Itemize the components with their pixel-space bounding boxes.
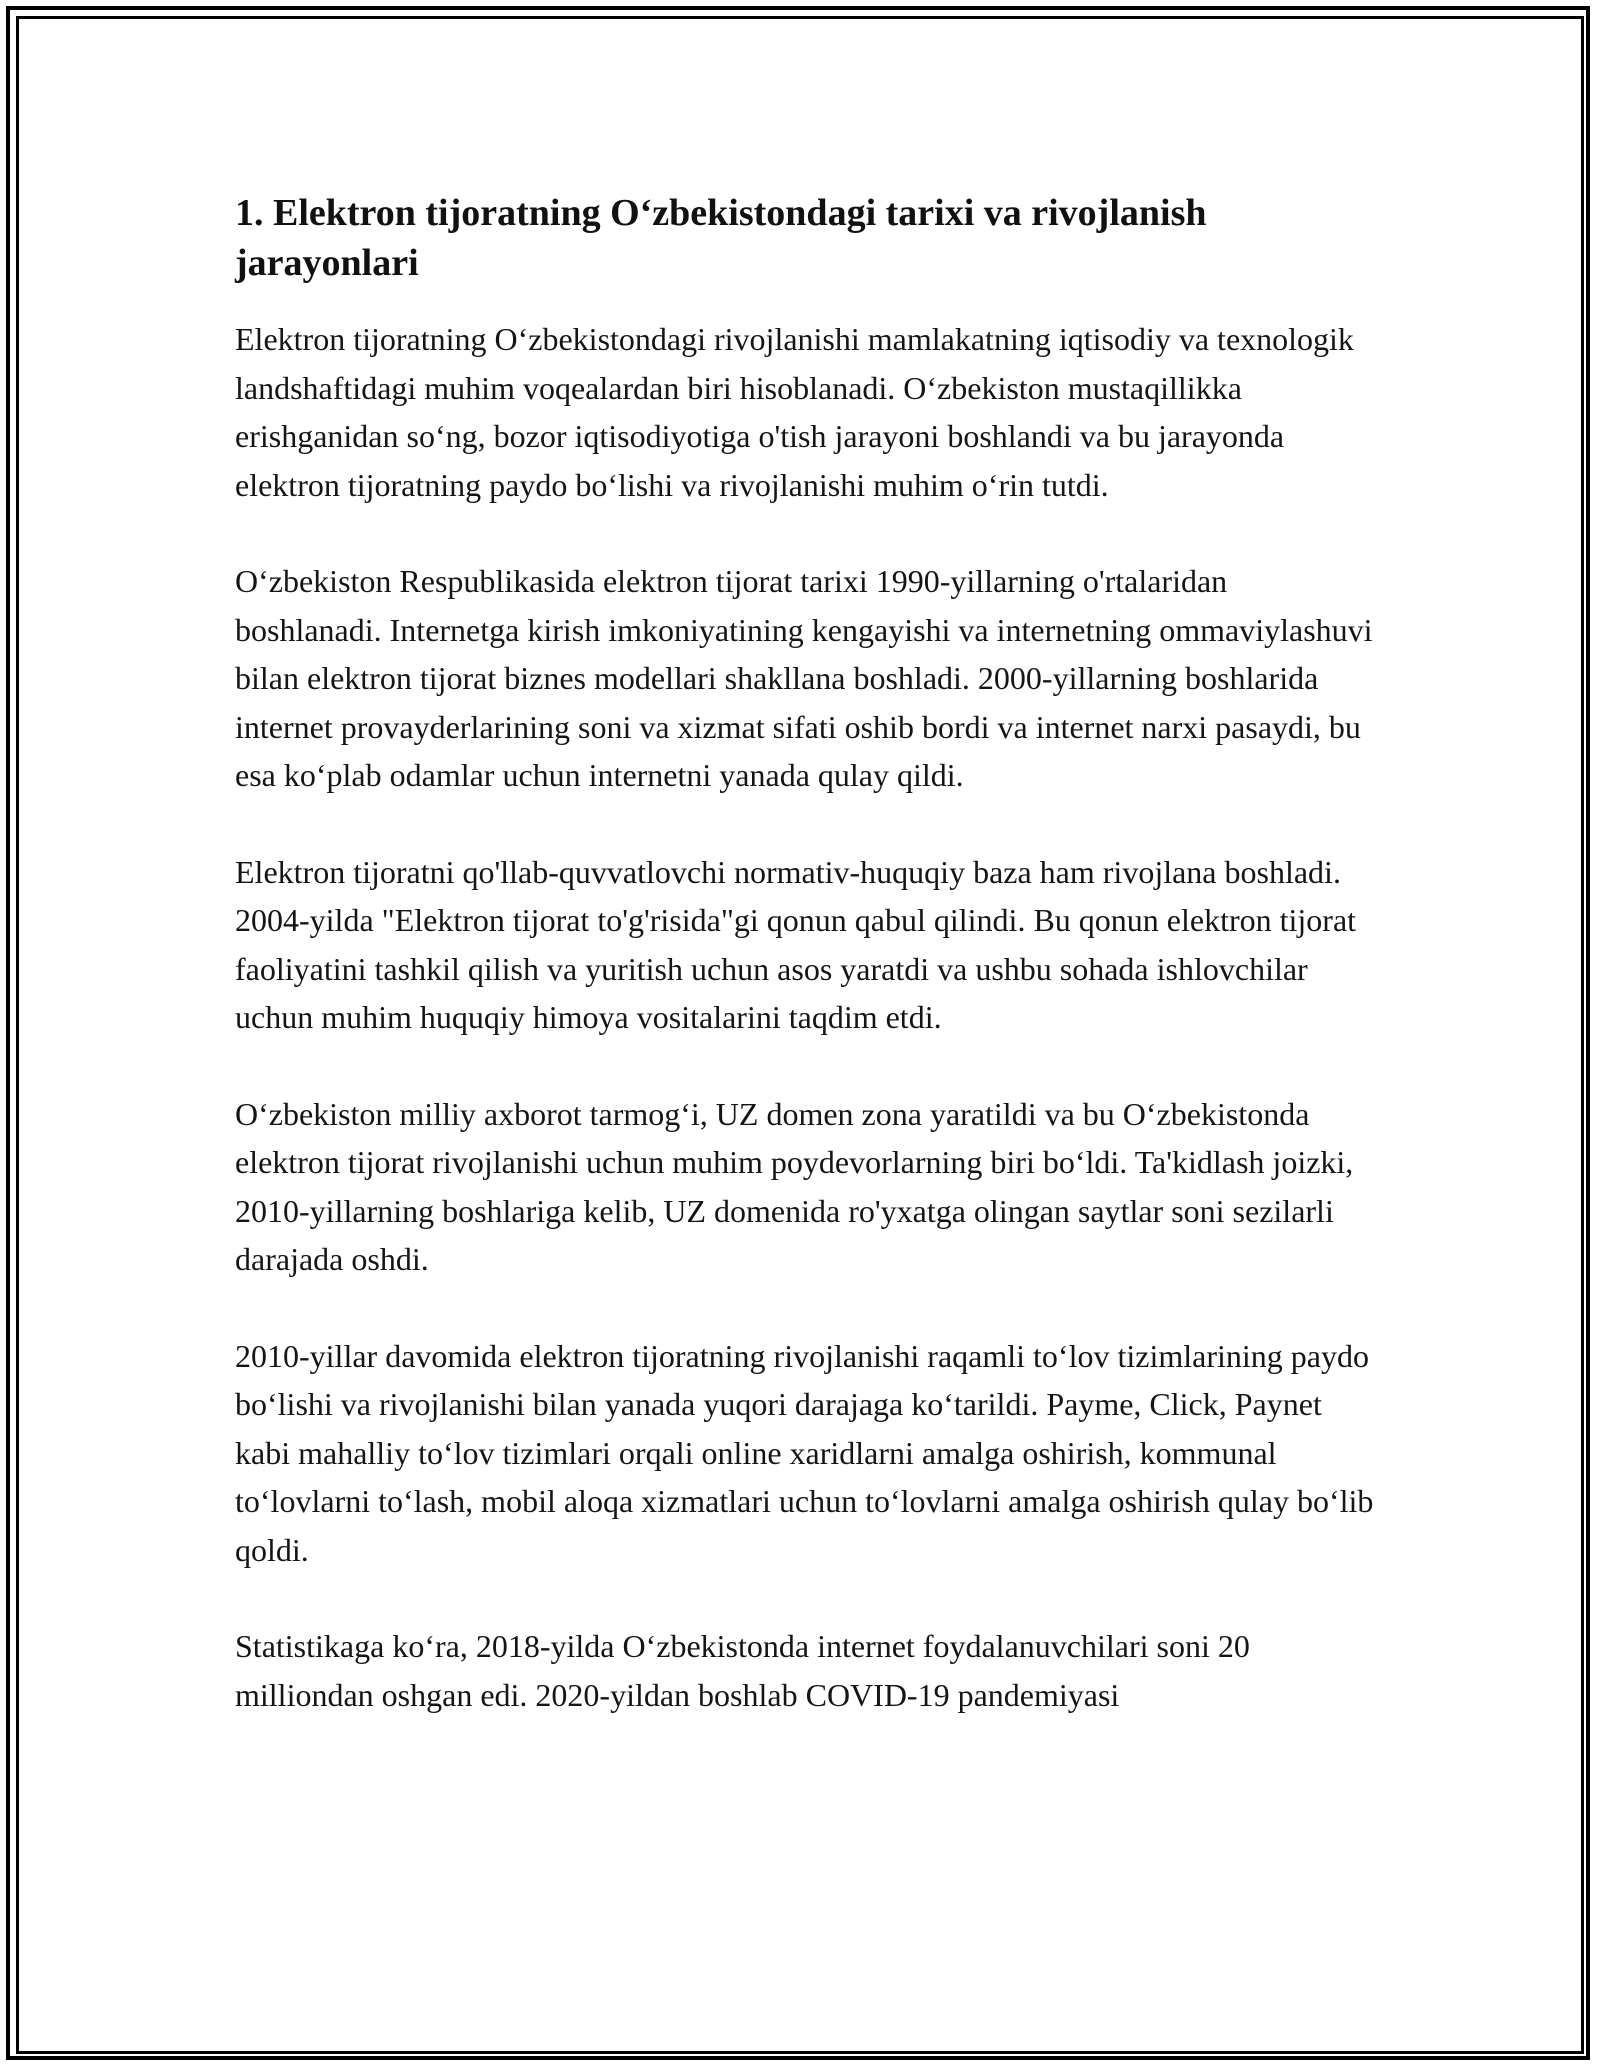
document-body: [235, 188, 1375, 1767]
paragraph-4: O‘zbekiston milliy axborot tarmog‘i, UZ domen zona yaratildi va bu O‘zbekistonda elektron tijorat rivojlanishi uchun muhim poydevorlarning biri bo‘ldi. Ta'kidlash joizki, 2010-yillarning boshlariga kelib, UZ domenida ro'yxatga olingan saytlar soni sezilarli darajada oshdi.: [235, 1095, 1354, 1277]
paragraph-3: Elektron tijoratni qo'llab-quvvatlovchi normativ-huquqiy baza ham rivojlana boshladi. 2004-yilda "Elektron tijorat to'g'risida"gi qonun qabul qilindi. Bu qonun elektron tijorat faoliyatini tashkil qilish va yuritish uchun asos yaratdi va ushbu sohada ishlovchilar uchun muhim huquqiy himoya vositalarini taqdim etdi.: [235, 853, 1357, 1035]
section-title: 1. Elektron tijoratning O‘zbekistondagi tarixi va rivojlanish jarayonlari: [235, 192, 1207, 284]
paragraph-5: 2010-yillar davomida elektron tijoratning rivojlanishi raqamli to‘lov tizimlarining paydo bo‘lishi va rivojlanishi bilan yanada yuqori darajaga ko‘tarildi. Payme, Click, Paynet kabi mahalliy to‘lov tizimlari orqali online xaridlarni amalga oshirish, kommunal to‘lovlarni to‘lash, mobil aloqa xizmatlari uchun to‘lovlarni amalga oshirish qulay bo‘lib qoldi.: [235, 1337, 1374, 1568]
paragraph-1: Elektron tijoratning O‘zbekistondagi rivojlanishi mamlakatning iqtisodiy va texnologik landshaftidagi muhim voqealardan biri hisoblanadi. O‘zbekiston mustaqillikka erishganidan so‘ng, bozor iqtisodiyotiga o'tish jarayoni boshlandi va bu jarayonda elektron tijoratning paydo bo‘lishi va rivojlanishi muhim o‘rin tutdi.: [235, 321, 1354, 503]
paragraph-6: Statistikaga ko‘ra, 2018-yilda O‘zbekistonda internet foydalanuvchilari soni 20 milliondan oshgan edi. 2020-yildan boshlab COVID-19 pandemiyasi: [235, 1628, 1250, 1713]
paragraph-2: O‘zbekiston Respublikasida elektron tijorat tarixi 1990-yillarning o'rtalaridan boshlanadi. Internetga kirish imkoniyatining kengayishi va internetning ommaviylashuvi bilan elektron tijorat biznes modellari shakllana boshladi. 2000-yillarning boshlarida internet provayderlarining soni va xizmat sifati oshib bordi va internet narxi pasaydi, bu esa ko‘plab odamlar uchun internetni yanada qulay qildi.: [235, 563, 1373, 793]
